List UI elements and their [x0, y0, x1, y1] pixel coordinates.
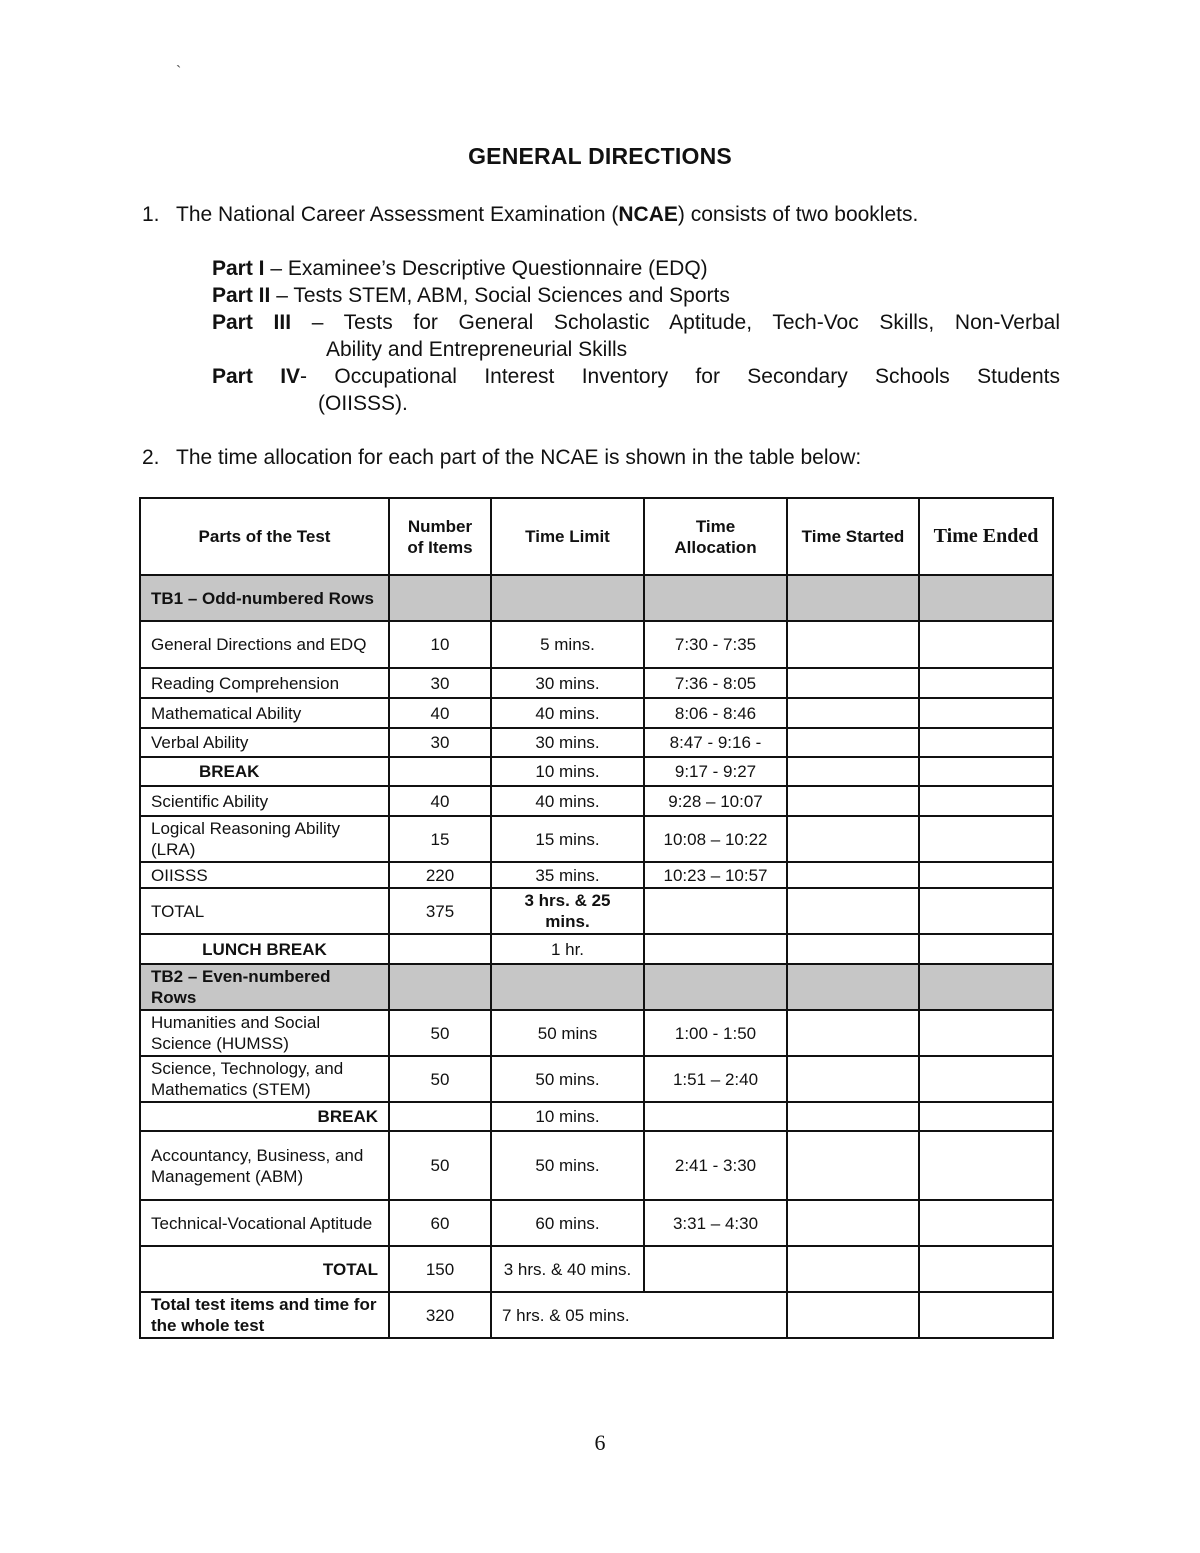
table-row-lunch	[140, 934, 1053, 964]
cell-limit: 7 hrs. & 05 mins.	[491, 1292, 787, 1338]
cell-part: BREAK	[140, 1102, 389, 1131]
parts-list	[212, 255, 1060, 417]
cell-started[interactable]	[787, 1200, 919, 1246]
part-2-line	[212, 282, 1060, 309]
header-number-of-items: Number of Items	[389, 498, 491, 575]
header-time-allocation: Time Allocation	[644, 498, 787, 575]
page-title: GENERAL DIRECTIONS	[468, 143, 732, 169]
cell-limit: 30 mins.	[491, 728, 644, 757]
cell-items: 150	[389, 1246, 491, 1292]
cell-part: Total test items and time for the whole test	[140, 1292, 389, 1338]
part-text: - Occupational Interest Inventory for Secondary Schools Students	[300, 365, 1060, 388]
cell-part: Reading Comprehension	[140, 668, 389, 698]
cell-limit: 40 mins.	[491, 698, 644, 728]
time-allocation-table	[139, 497, 1054, 1339]
cell-part: BREAK	[140, 757, 389, 786]
cell-started[interactable]	[787, 1102, 919, 1131]
cell-part: OIISSS	[140, 862, 389, 888]
cell-items: 50	[389, 1131, 491, 1200]
cell-limit: 1 hr.	[491, 934, 644, 964]
cell-started[interactable]	[787, 1131, 919, 1200]
cell-part: TB1 – Odd-numbered Rows	[140, 575, 389, 621]
cell-ended[interactable]	[919, 1102, 1053, 1131]
cell-alloc: 1:51 – 2:40	[644, 1056, 787, 1102]
section-row-tb2	[140, 964, 1053, 1010]
cell-alloc: 8:06 - 8:46	[644, 698, 787, 728]
cell-started[interactable]	[787, 668, 919, 698]
table-header-row	[140, 498, 1053, 575]
cell-ended[interactable]	[919, 668, 1053, 698]
cell-ended[interactable]	[919, 1246, 1053, 1292]
cell-ended[interactable]	[919, 816, 1053, 862]
table-row	[140, 816, 1053, 862]
cell-alloc: 8:47 - 9:16 -	[644, 728, 787, 757]
table-row-break	[140, 1102, 1053, 1131]
cell-ended[interactable]	[919, 934, 1053, 964]
cell-ended[interactable]	[919, 1292, 1053, 1338]
cell-ended[interactable]	[919, 1056, 1053, 1102]
cell-started[interactable]	[787, 786, 919, 816]
item-text: The time allocation for each part of the NCAE is shown in the table below:	[176, 446, 862, 469]
direction-item-2	[142, 444, 861, 471]
cell-ended[interactable]	[919, 1010, 1053, 1056]
cell-items: 60	[389, 1200, 491, 1246]
cell-ended[interactable]	[919, 757, 1053, 786]
table-row	[140, 1010, 1053, 1056]
cell-limit: 50 mins	[491, 1010, 644, 1056]
cell-started[interactable]	[787, 1292, 919, 1338]
header-time-limit: Time Limit	[491, 498, 644, 575]
cell-limit: 10 mins.	[491, 757, 644, 786]
stray-mark: `	[176, 64, 182, 81]
cell-started[interactable]	[787, 888, 919, 934]
cell-started[interactable]	[787, 1010, 919, 1056]
cell-items	[389, 1102, 491, 1131]
cell-part: TOTAL	[140, 1246, 389, 1292]
cell-alloc: 9:28 – 10:07	[644, 786, 787, 816]
part-text: – Tests for General Scholastic Aptitude, Tech-Voc Skills, Non-Verbal	[291, 311, 1060, 334]
part-label: Part III	[212, 311, 292, 334]
cell-limit: 3 hrs. & 25 mins.	[491, 888, 644, 934]
part-label: Part IV	[212, 365, 301, 388]
cell-items: 30	[389, 728, 491, 757]
cell-items: 10	[389, 621, 491, 668]
cell-ended[interactable]	[919, 621, 1053, 668]
table-row	[140, 698, 1053, 728]
cell-items	[389, 934, 491, 964]
cell-alloc: 1:00 - 1:50	[644, 1010, 787, 1056]
part-label: Part I	[212, 257, 271, 280]
cell-alloc: 10:08 – 10:22	[644, 816, 787, 862]
cell-ended[interactable]	[919, 1200, 1053, 1246]
cell-started[interactable]	[787, 816, 919, 862]
cell-alloc: 9:17 - 9:27	[644, 757, 787, 786]
cell-part: Humanities and Social Science (HUMSS)	[140, 1010, 389, 1056]
table-row	[140, 1056, 1053, 1102]
part-3-continuation: Ability and Entrepreneurial Skills	[326, 338, 628, 361]
header-time-started: Time Started	[787, 498, 919, 575]
cell-part: Technical-Vocational Aptitude	[140, 1200, 389, 1246]
item-number: 2.	[142, 446, 160, 469]
cell-alloc	[644, 888, 787, 934]
cell-limit: 5 mins.	[491, 621, 644, 668]
table-row	[140, 1200, 1053, 1246]
table-row	[140, 1131, 1053, 1200]
part-text: – Examinee’s Descriptive Questionnaire (EDQ)	[270, 257, 708, 280]
table-row	[140, 728, 1053, 757]
cell-ended[interactable]	[919, 786, 1053, 816]
cell-part: TB2 – Even-numbered Rows	[140, 964, 389, 1010]
cell-ended[interactable]	[919, 888, 1053, 934]
section-row-tb1	[140, 575, 1053, 621]
cell-part: Accountancy, Business, and Management (ABM)	[140, 1131, 389, 1200]
table-row-break	[140, 757, 1053, 786]
cell-items: 30	[389, 668, 491, 698]
table-row	[140, 668, 1053, 698]
part-4-continuation: (OIISSS).	[318, 392, 408, 415]
cell-items: 220	[389, 862, 491, 888]
cell-items: 40	[389, 786, 491, 816]
cell-alloc	[644, 1102, 787, 1131]
cell-limit: 60 mins.	[491, 1200, 644, 1246]
cell-part: Scientific Ability	[140, 786, 389, 816]
direction-item-1	[142, 201, 918, 228]
cell-items: 15	[389, 816, 491, 862]
item-text-bold: NCAE	[618, 203, 678, 226]
cell-part: Logical Reasoning Ability (LRA)	[140, 816, 389, 862]
cell-part: General Directions and EDQ	[140, 621, 389, 668]
table-row	[140, 862, 1053, 888]
cell-limit: 50 mins.	[491, 1056, 644, 1102]
cell-ended[interactable]	[919, 728, 1053, 757]
cell-items	[389, 757, 491, 786]
item-number: 1.	[142, 203, 160, 226]
cell-started[interactable]	[787, 934, 919, 964]
cell-started[interactable]	[787, 1056, 919, 1102]
cell-started[interactable]	[787, 698, 919, 728]
cell-part: LUNCH BREAK	[140, 934, 389, 964]
cell-limit: 3 hrs. & 40 mins.	[491, 1246, 644, 1292]
table-row-total	[140, 1246, 1053, 1292]
cell-items: 320	[389, 1292, 491, 1338]
cell-part: Verbal Ability	[140, 728, 389, 757]
table-row	[140, 786, 1053, 816]
cell-items: 375	[389, 888, 491, 934]
table-row-grand-total	[140, 1292, 1053, 1338]
cell-items: 50	[389, 1056, 491, 1102]
cell-part: TOTAL	[140, 888, 389, 934]
header-parts: Parts of the Test	[140, 498, 389, 575]
cell-limit: 35 mins.	[491, 862, 644, 888]
cell-limit: 50 mins.	[491, 1131, 644, 1200]
table-row-total	[140, 888, 1053, 934]
cell-items: 40	[389, 698, 491, 728]
cell-alloc: 2:41 - 3:30	[644, 1131, 787, 1200]
cell-items: 50	[389, 1010, 491, 1056]
cell-ended[interactable]	[919, 862, 1053, 888]
table-row	[140, 621, 1053, 668]
cell-part: Science, Technology, and Mathematics (STEM)	[140, 1056, 389, 1102]
part-4-line	[212, 363, 1060, 390]
item-text-before: The National Career Assessment Examination (	[176, 203, 619, 226]
part-label: Part II	[212, 284, 271, 307]
cell-ended[interactable]	[919, 698, 1053, 728]
cell-started[interactable]	[787, 757, 919, 786]
part-1-line	[212, 255, 1060, 282]
cell-alloc: 7:30 - 7:35	[644, 621, 787, 668]
item-text-after: ) consists of two booklets.	[677, 203, 919, 226]
cell-limit: 15 mins.	[491, 816, 644, 862]
cell-limit: 30 mins.	[491, 668, 644, 698]
cell-started[interactable]	[787, 728, 919, 757]
part-text: – Tests STEM, ABM, Social Sciences and Sports	[270, 284, 730, 307]
cell-started[interactable]	[787, 621, 919, 668]
cell-started[interactable]	[787, 862, 919, 888]
part-3-line	[212, 309, 1060, 336]
cell-started[interactable]	[787, 1246, 919, 1292]
cell-alloc: 3:31 – 4:30	[644, 1200, 787, 1246]
cell-alloc: 10:23 – 10:57	[644, 862, 787, 888]
cell-limit: 40 mins.	[491, 786, 644, 816]
header-time-ended: Time Ended	[919, 498, 1053, 575]
cell-part: Mathematical Ability	[140, 698, 389, 728]
cell-alloc: 7:36 - 8:05	[644, 668, 787, 698]
page-number: 6	[594, 1430, 606, 1455]
cell-alloc	[644, 1246, 787, 1292]
cell-alloc	[644, 934, 787, 964]
cell-ended[interactable]	[919, 1131, 1053, 1200]
cell-limit: 10 mins.	[491, 1102, 644, 1131]
